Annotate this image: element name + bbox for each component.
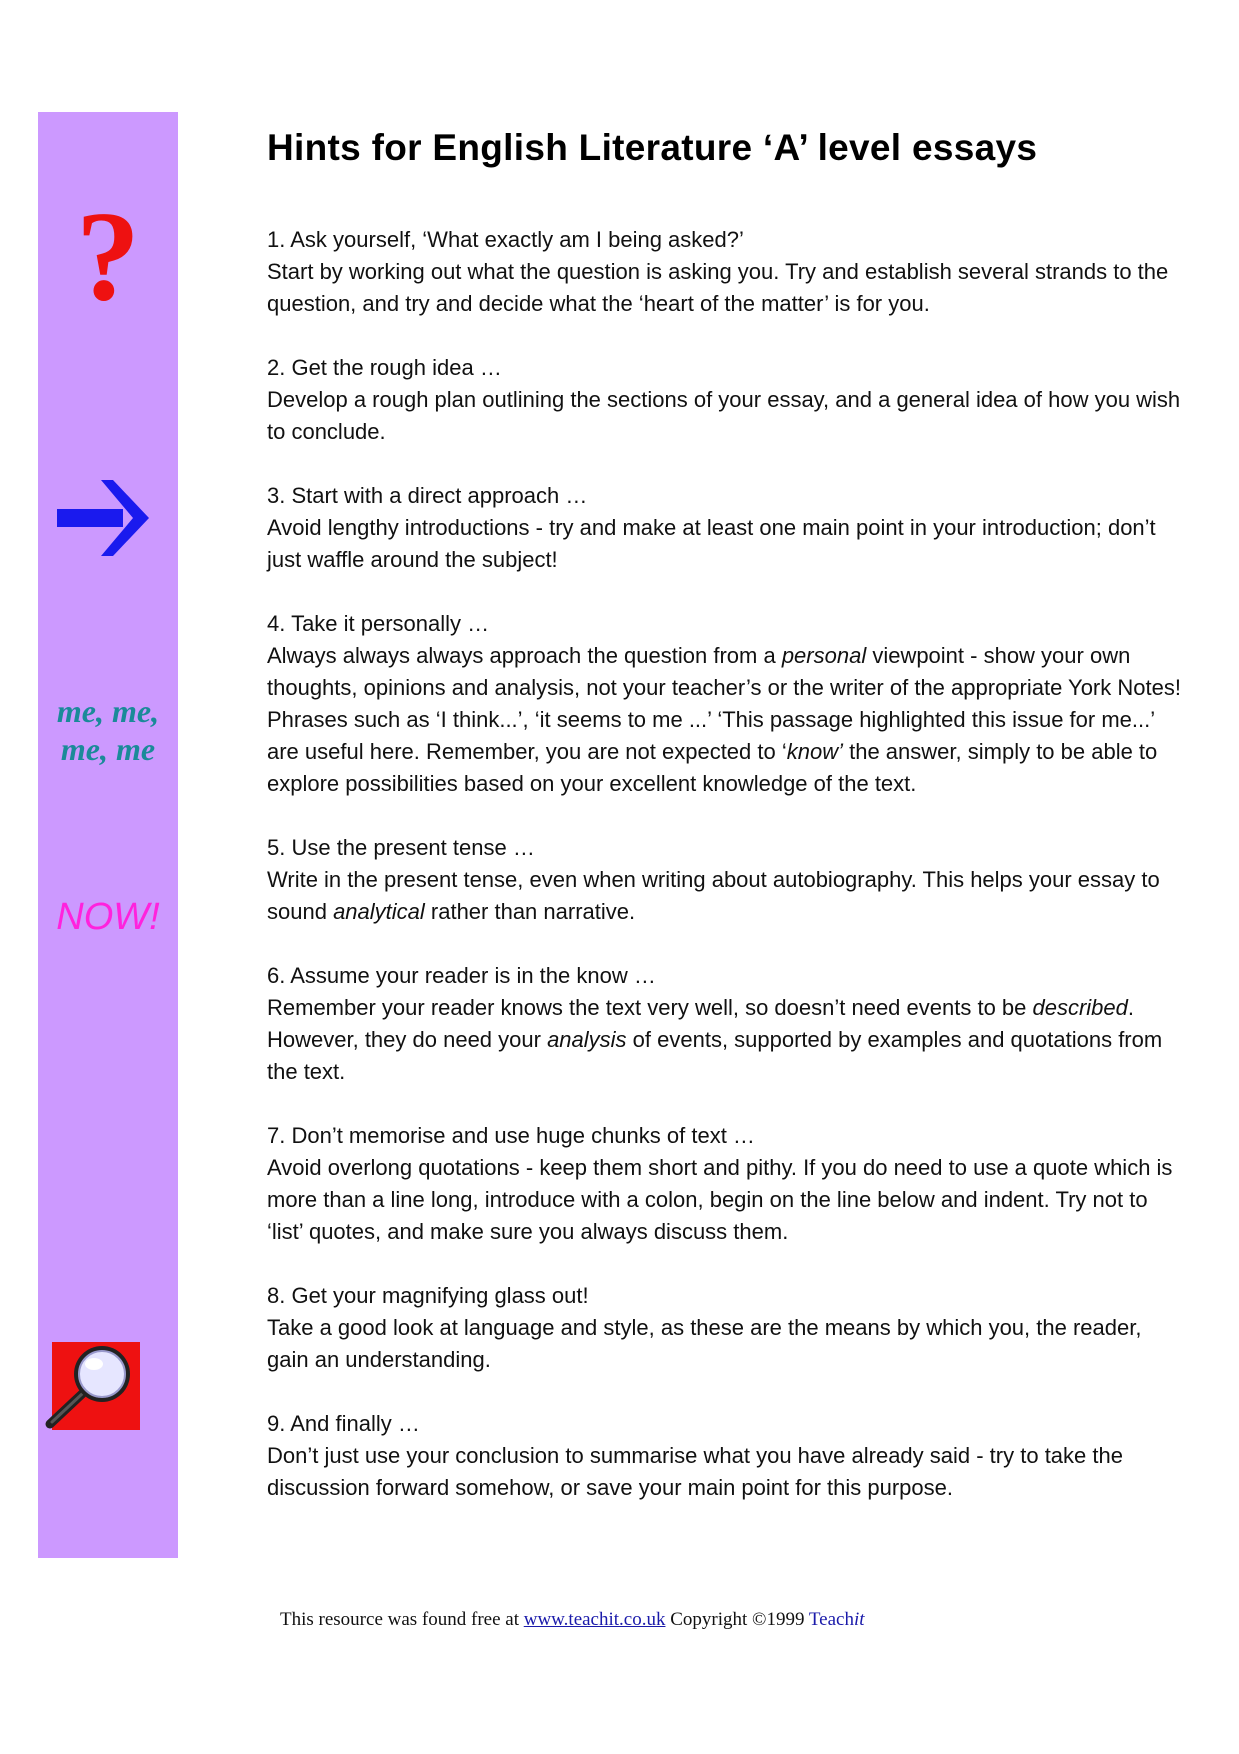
question-mark-icon: ? (76, 185, 140, 327)
tip-text: Avoid overlong quotations - keep them short and pithy. If you do need to use a quote which is more than a line long, introduce with a colon, begin on the line below and indent. Try not to ‘list’ quotes, and make sure you always discuss them. (267, 1155, 1173, 1244)
footer-prefix: This resource was found free at (280, 1609, 524, 1630)
tip-text: viewpoint - show your own thoughts, opinions and analysis, not your teacher’s or the writer of the appropriate York Notes! Phrases such as ‘I think...’, ‘it seems to me ...’ ‘This passage highlighted this issue for me...’ are useful here. Remember, you are not expected to ‘ (267, 643, 1181, 764)
tip-item (267, 480, 1187, 576)
right-arrow-icon (55, 478, 151, 558)
footer (280, 1606, 1180, 1634)
page-title: Hints for English Literature ‘A’ level essays (267, 127, 1038, 168)
me-line-2: me, me (60, 731, 156, 767)
tip-emphasis: personal (781, 643, 867, 668)
tip-heading: 2. Get the rough idea … (267, 355, 502, 380)
teachit-link[interactable]: www.teachit.co.uk (523, 1609, 666, 1630)
tip-item (267, 224, 1187, 320)
main-content (267, 120, 1187, 1536)
tip-heading: 3. Start with a direct approach … (267, 483, 588, 508)
tip-heading: 4. Take it personally … (267, 611, 490, 636)
tip-body (267, 512, 1187, 576)
tip-text: rather than narrative. (424, 899, 636, 924)
tip-item (267, 960, 1187, 1088)
tip-heading: 5. Use the present tense … (267, 835, 535, 860)
tip-body (267, 256, 1187, 320)
me-me-text (38, 692, 178, 768)
teachit-brand (809, 1609, 865, 1630)
tip-emphasis: analytical (333, 899, 425, 924)
tip-text: Take a good look at language and style, as these are the means by which you, the reader, gain an understanding. (267, 1315, 1142, 1372)
tip-text: Don’t just use your conclusion to summarise what you have already said - try to take the discussion forward somehow, or save your main point for this purpose. (267, 1443, 1123, 1500)
tip-text: . However, they do need your (267, 995, 1135, 1052)
tip-text: Avoid lengthy introductions - try and make at least one main point in your introduction; don’t just waffle around the subject! (267, 515, 1156, 572)
now-text: NOW! (56, 896, 160, 938)
magnifying-glass-icon (42, 1332, 142, 1432)
tip-heading: 9. And finally … (267, 1411, 420, 1436)
tip-body (267, 384, 1187, 448)
tip-text: of events, supported by examples and quotations from the text. (267, 1027, 1163, 1084)
tip-body (267, 992, 1187, 1088)
tip-body (267, 864, 1187, 928)
tips-list (267, 224, 1187, 1504)
tip-body (267, 640, 1187, 800)
tip-heading: 7. Don’t memorise and use huge chunks of text … (267, 1123, 755, 1148)
brand-italic: it (853, 1609, 865, 1630)
tip-item (267, 1280, 1187, 1376)
tip-item (267, 352, 1187, 448)
tip-text: Always always always approach the question from a (267, 643, 782, 668)
me-line-1: me, me, (56, 693, 160, 729)
tip-item (267, 1408, 1187, 1504)
tip-item (267, 832, 1187, 928)
tip-body (267, 1440, 1187, 1504)
tip-emphasis: know’ (786, 739, 843, 764)
tip-text: Develop a rough plan outlining the sections of your essay, and a general idea of how you wish to conclude. (267, 387, 1181, 444)
brand-plain: Teach (808, 1609, 854, 1630)
tip-text: Remember your reader knows the text very well, so doesn’t need events to be (267, 995, 1033, 1020)
tip-heading: 6. Assume your reader is in the know … (267, 963, 656, 988)
footer-copyright: Copyright ©1999 (665, 1609, 809, 1630)
tip-heading: 8. Get your magnifying glass out! (267, 1283, 589, 1308)
tip-emphasis: analysis (547, 1027, 627, 1052)
tip-item (267, 1120, 1187, 1248)
tip-heading: 1. Ask yourself, ‘What exactly am I being asked?’ (267, 227, 744, 252)
tip-text: Start by working out what the question is asking you. Try and establish several strands to the question, and try and decide what the ‘heart of the matter’ is for you. (267, 259, 1169, 316)
tip-emphasis: described (1032, 995, 1128, 1020)
tip-text: the answer, simply to be able to explore possibilities based on your excellent knowledge of the text. (267, 739, 1158, 796)
tip-body (267, 1152, 1187, 1248)
tip-text: Write in the present tense, even when writing about autobiography. This helps your essay to sound (267, 867, 1160, 924)
tip-body (267, 1312, 1187, 1376)
tip-item (267, 608, 1187, 800)
sidebar-strip (38, 112, 178, 1558)
